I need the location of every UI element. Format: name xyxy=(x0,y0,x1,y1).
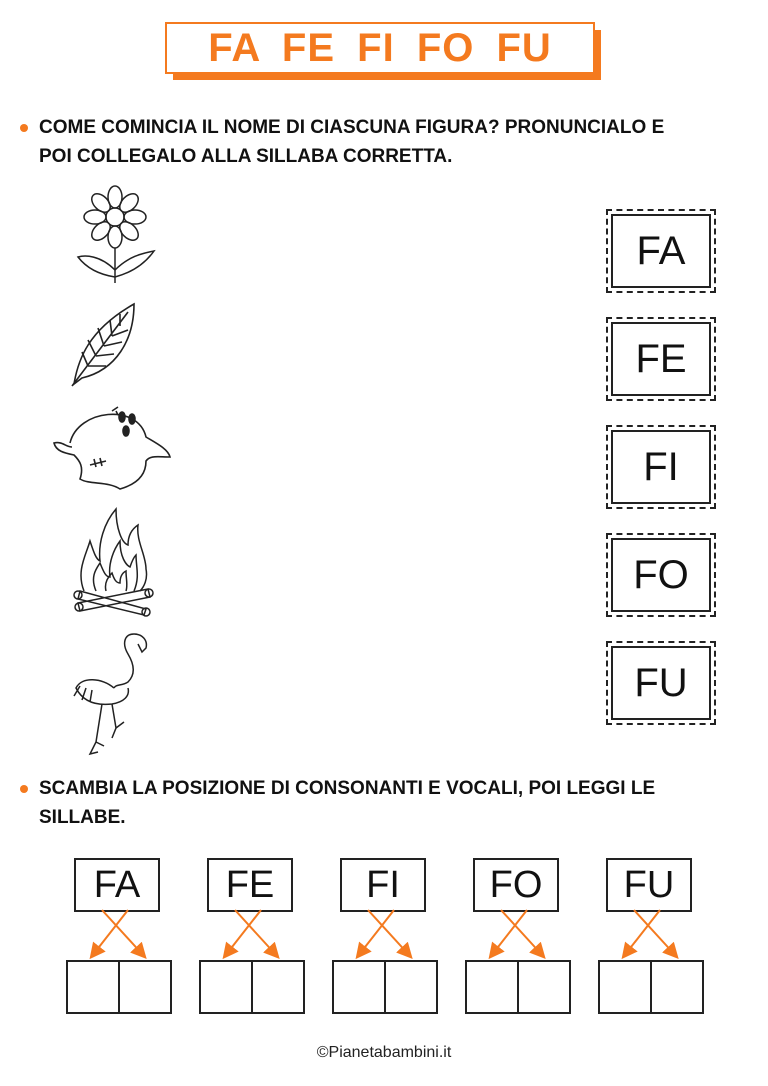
syllable-box: FO xyxy=(473,858,559,912)
cross-arrows-icon xyxy=(465,908,569,962)
syllable-box: FA xyxy=(74,858,160,912)
instruction-1-line-2: POI COLLEGALO ALLA SILLABA CORRETTA. xyxy=(39,146,453,167)
answer-cell-vowel[interactable] xyxy=(467,962,519,1012)
answer-box[interactable] xyxy=(199,960,305,1014)
bullet-dot xyxy=(20,785,28,793)
footer-credit: ©Pianetabambini.it xyxy=(316,1044,452,1061)
leaf-icon xyxy=(68,300,140,388)
cross-arrows-icon xyxy=(199,908,303,962)
syllable-stamp-fe: FE xyxy=(611,322,711,396)
answer-cell-vowel[interactable] xyxy=(201,962,253,1012)
answer-box[interactable] xyxy=(332,960,438,1014)
instruction-1 xyxy=(20,113,664,171)
flower-icon xyxy=(70,185,160,285)
instruction-1-line-1: COME COMINCIA IL NOME DI CIASCUNA FIGURA? PRONUNCIALO E xyxy=(39,117,665,138)
answer-cell-vowel[interactable] xyxy=(600,962,652,1012)
answer-cell-consonant[interactable] xyxy=(253,962,303,1012)
syllable-box: FU xyxy=(606,858,692,912)
cross-arrows-icon xyxy=(332,908,436,962)
syllable-stamp-fa: FA xyxy=(611,214,711,288)
cross-arrows-icon xyxy=(598,908,702,962)
bonfire-icon xyxy=(70,505,156,617)
answer-cell-consonant[interactable] xyxy=(386,962,436,1012)
flamingo-icon xyxy=(72,630,154,760)
syllable-box: FE xyxy=(207,858,293,912)
answer-cell-consonant[interactable] xyxy=(652,962,702,1012)
answer-box[interactable] xyxy=(465,960,571,1014)
swap-card-fi xyxy=(332,858,436,1018)
instruction-2-line-2: SILLABE. xyxy=(39,807,126,828)
syllable-box: FI xyxy=(340,858,426,912)
instruction-2-line-1: SCAMBIA LA POSIZIONE DI CONSONANTI E VOCALI, POI LEGGI LE xyxy=(39,778,656,799)
page-title: FA FE FI FO FU xyxy=(165,22,595,74)
answer-cell-consonant[interactable] xyxy=(519,962,569,1012)
syllable-stamp-fu: FU xyxy=(611,646,711,720)
swap-card-fe xyxy=(199,858,303,1018)
ghost-icon xyxy=(50,403,172,491)
answer-cell-consonant[interactable] xyxy=(120,962,170,1012)
cross-arrows-icon xyxy=(66,908,170,962)
swap-card-fu xyxy=(598,858,702,1018)
answer-cell-vowel[interactable] xyxy=(334,962,386,1012)
bullet-dot xyxy=(20,124,28,132)
answer-cell-vowel[interactable] xyxy=(68,962,120,1012)
swap-card-fa xyxy=(66,858,170,1018)
answer-box[interactable] xyxy=(598,960,704,1014)
syllable-stamp-fi: FI xyxy=(611,430,711,504)
instruction-2 xyxy=(20,774,655,832)
swap-card-fo xyxy=(465,858,569,1018)
answer-box[interactable] xyxy=(66,960,172,1014)
title-banner xyxy=(165,22,603,80)
syllable-stamp-fo: FO xyxy=(611,538,711,612)
